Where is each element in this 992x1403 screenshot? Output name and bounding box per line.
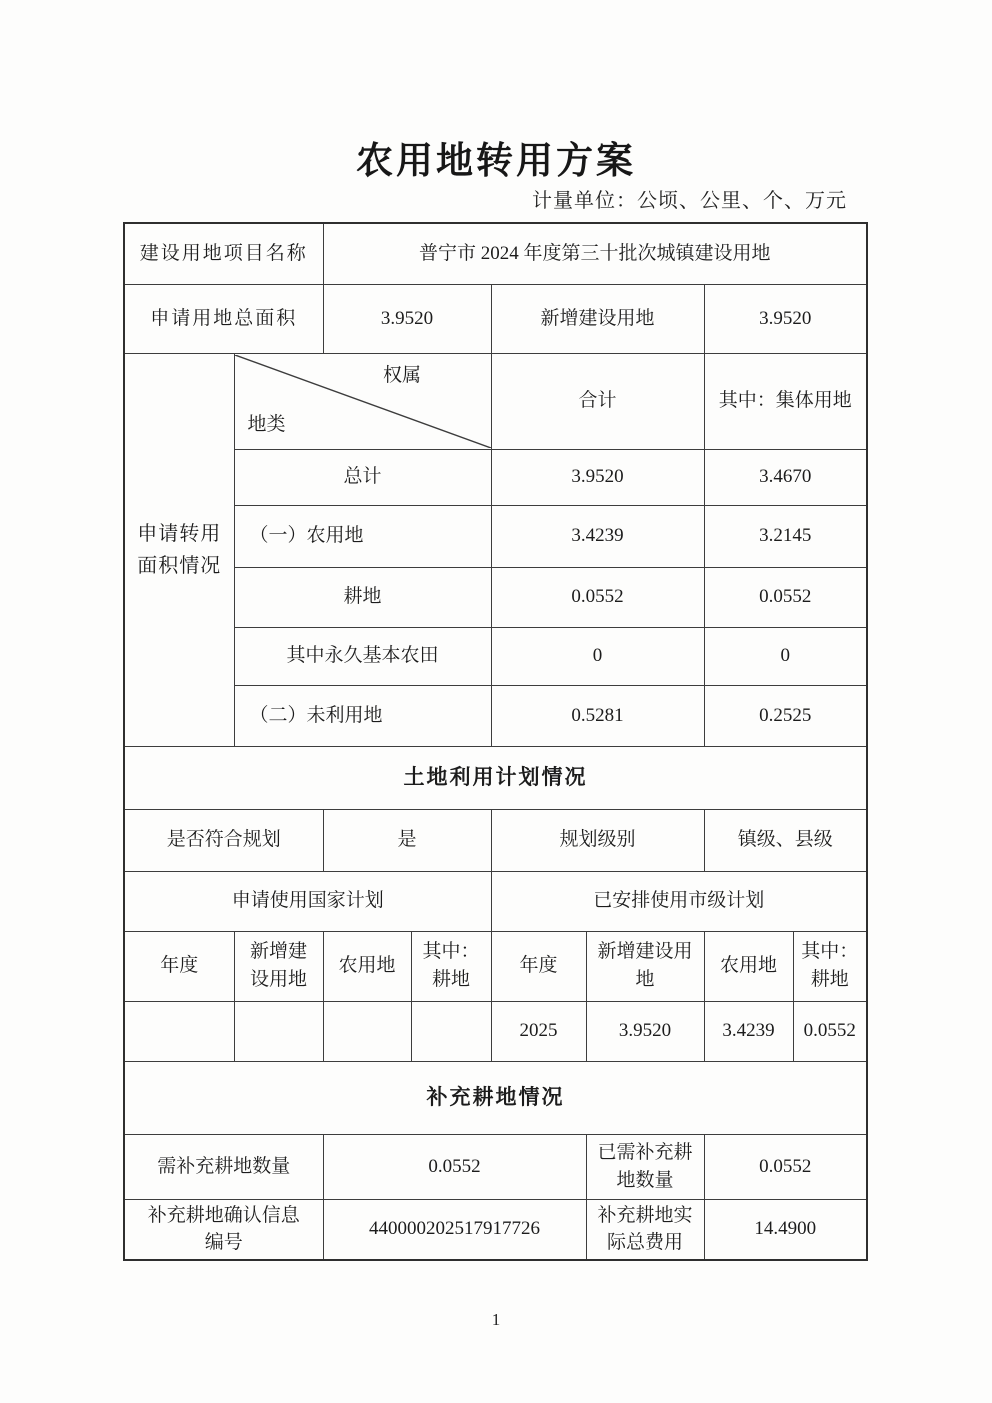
row-total-value: 3.4239 [491, 505, 704, 567]
column-header-total: 合计 [491, 353, 704, 449]
city-new-build-value: 3.9520 [586, 1001, 704, 1061]
col-new-build-city: 新增建设用地 [586, 931, 704, 1001]
actual-cost-label: 补充耕地实际总费用 [586, 1199, 704, 1260]
plan-values-row [124, 1001, 867, 1061]
conversion-row-arable [124, 567, 867, 627]
col-new-build-national: 新增建设用地 [234, 931, 323, 1001]
col-agri-national: 农用地 [323, 931, 411, 1001]
plan-compliance-row [124, 809, 867, 871]
supplement-section-title: 补充耕地情况 [124, 1061, 867, 1134]
compliance-label: 是否符合规划 [124, 809, 323, 871]
conversion-row-grand-total [124, 449, 867, 505]
measurement-unit-note: 计量单位：公顷、公里、个、万元 [532, 190, 847, 212]
column-header-collective: 其中：集体用地 [704, 353, 867, 449]
plan-source-header-row [124, 871, 867, 931]
col-agri-city: 农用地 [704, 931, 793, 1001]
supplement-confirmation-row [124, 1199, 867, 1260]
national-year-value [124, 1001, 234, 1061]
row-collective-value: 0.0552 [704, 567, 867, 627]
compliance-value: 是 [323, 809, 491, 871]
confirmation-number-value: 440000202517917726 [323, 1199, 586, 1260]
page-title: 农用地转用方案 [356, 141, 636, 182]
total-area-label: 申请用地总面积 [124, 284, 323, 353]
arranged-supplement-label: 已需补充耕地数量 [586, 1134, 704, 1199]
conversion-row-basic-farmland [124, 627, 867, 685]
col-year-national: 年度 [124, 931, 234, 1001]
plan-columns-header-row [124, 931, 867, 1001]
plan-section-title: 土地利用计划情况 [124, 746, 867, 809]
city-arable-value: 0.0552 [793, 1001, 867, 1061]
new-construction-value: 3.9520 [704, 284, 867, 353]
row-label: 其中永久基本农田 [234, 627, 491, 685]
national-agri-value [323, 1001, 411, 1061]
plan-level-label: 规划级别 [491, 809, 704, 871]
required-supplement-value: 0.0552 [323, 1134, 586, 1199]
city-year-value: 2025 [491, 1001, 586, 1061]
project-name-label: 建设用地项目名称 [124, 223, 323, 284]
city-plan-label: 已安排使用市级计划 [491, 871, 867, 931]
total-area-value: 3.9520 [323, 284, 491, 353]
supplement-quantity-row [124, 1134, 867, 1199]
row-collective-value: 0 [704, 627, 867, 685]
page-number: 1 [491, 1310, 501, 1329]
new-construction-label: 新增建设用地 [491, 284, 704, 353]
diagonal-header-cell [234, 353, 491, 449]
row-total-value: 0.5281 [491, 685, 704, 746]
row-total-value: 0.0552 [491, 567, 704, 627]
confirmation-number-label: 补充耕地确认信息编号 [124, 1199, 323, 1260]
national-new-build-value [234, 1001, 323, 1061]
city-agri-value: 3.4239 [704, 1001, 793, 1061]
col-year-city: 年度 [491, 931, 586, 1001]
arranged-supplement-value: 0.0552 [704, 1134, 867, 1199]
conversion-header-row [124, 353, 867, 449]
row-label: 总计 [234, 449, 491, 505]
row-total-value: 0 [491, 627, 704, 685]
row-collective-value: 3.4670 [704, 449, 867, 505]
col-arable-city: 其中：耕地 [793, 931, 867, 1001]
project-name-value: 普宁市 2024 年度第三十批次城镇建设用地 [323, 223, 867, 284]
national-arable-value [411, 1001, 491, 1061]
diagonal-label-ownership: 权属 [382, 364, 421, 386]
plan-level-value: 镇级、县级 [704, 809, 867, 871]
conversion-section-label: 申请转用面积情况 [124, 353, 234, 746]
row-collective-value: 0.2525 [704, 685, 867, 746]
supplement-section-header-row [124, 1061, 867, 1134]
diagonal-label-land-type: 地类 [247, 413, 286, 435]
project-name-row [124, 223, 867, 284]
row-collective-value: 3.2145 [704, 505, 867, 567]
national-plan-label: 申请使用国家计划 [124, 871, 491, 931]
diagonal-header-inner [235, 355, 491, 448]
conversion-row-unused-land [124, 685, 867, 746]
row-label: 耕地 [234, 567, 491, 627]
plan-section-header-row [124, 746, 867, 809]
total-area-row [124, 284, 867, 353]
required-supplement-label: 需补充耕地数量 [124, 1134, 323, 1199]
land-conversion-table [123, 222, 868, 1261]
actual-cost-value: 14.4900 [704, 1199, 867, 1260]
row-label: （二）未利用地 [234, 685, 491, 746]
col-arable-national: 其中：耕地 [411, 931, 491, 1001]
conversion-row-agricultural [124, 505, 867, 567]
row-label: （一）农用地 [234, 505, 491, 567]
row-total-value: 3.9520 [491, 449, 704, 505]
